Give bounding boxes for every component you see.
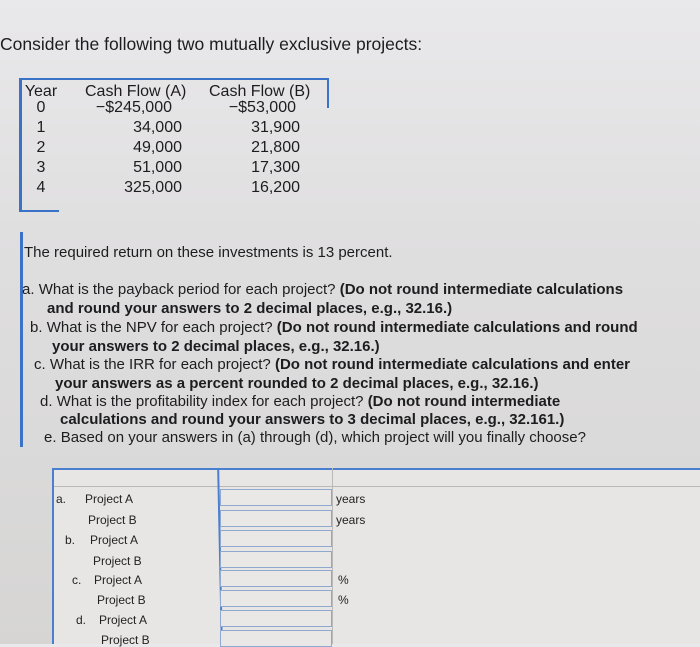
answer-row-label: Project B [93,554,142,568]
required-return-text: The required return on these investments is 13 percent. [24,244,393,261]
table-cell-cash-a: 34,000 [133,119,182,136]
grid-top-border [52,468,700,470]
question-b-line2 [52,338,380,357]
question-instruction-cont: calculations and round your answers to 3 decimal places, e.g., 32.161.) [60,411,565,428]
table-cell-cash-a: −$245,000 [95,99,172,116]
question-marker: d. [40,393,53,410]
answer-row-label: Project A [90,533,139,547]
question-c [34,356,630,375]
question-text: Based on your answers in (a) through (d), which project will you finally choose? [60,429,586,446]
question-a [22,281,623,300]
question-text: What is the payback period for each project? [38,281,336,298]
payback-project-b-input[interactable] [220,510,332,527]
question-instruction: (Do not round intermediate calculations and round [276,319,638,336]
grid-header-separator [54,486,700,487]
irr-project-a-input[interactable] [220,570,332,587]
answer-row-label: Project A [99,613,148,627]
table-cell-cash-b: 17,300 [251,159,300,176]
table-cell-cash-b: 16,200 [251,179,300,196]
question-instruction-cont: your answers to 2 decimal places, e.g., 32.16.) [52,338,380,355]
npv-project-b-input[interactable] [220,551,332,568]
question-marker: c. [34,356,46,373]
question-instruction-cont: your answers as a percent rounded to 2 decimal places, e.g., 32.16.) [55,375,539,392]
question-text: What is the NPV for each project? [46,319,273,336]
question-text: What is the profitability index for each project? [56,393,364,410]
question-a-line2 [47,300,452,319]
header-cash-flow-b: Cash Flow (B) [209,83,311,100]
question-marker: e. [44,429,57,446]
table-cell-cash-a: 49,000 [133,139,182,156]
table-frame-right [327,78,329,108]
table-cell-cash-b: −$53,000 [228,99,296,116]
table-frame-top [19,78,329,80]
question-d-line2 [60,411,564,430]
answer-part-label: c. [72,573,82,587]
answer-part-label: a. [56,492,67,506]
table-cell-year: 2 [36,139,46,156]
table-cell-year: 3 [36,159,46,176]
question-b [30,319,638,338]
question-text: What is the IRR for each project? [49,356,271,373]
table-frame-bottom [19,210,59,212]
question-instruction: (Do not round intermediate [367,393,561,410]
table-cell-cash-a: 51,000 [133,159,182,176]
text-frame-left [20,232,23,447]
answer-grid [52,468,700,647]
question-instruction-cont: and round your answers to 2 decimal places, e.g., 32.16.) [47,300,453,317]
question-instruction: (Do not round intermediate calculations [339,281,624,298]
header-cash-flow-a: Cash Flow (A) [85,83,187,100]
table-cell-year: 1 [36,119,46,136]
answer-row-label: Project A [94,573,143,587]
answer-row-label: Project B [97,593,146,607]
payback-project-a-input[interactable] [220,489,332,506]
table-cell-year: 0 [36,99,46,116]
question-e [44,429,586,448]
table-cell-cash-b: 31,900 [251,119,300,136]
answer-part-label: b. [65,533,76,547]
pi-project-a-input[interactable] [220,610,332,627]
table-cell-cash-b: 21,800 [251,139,300,156]
header-year: Year [24,83,58,100]
npv-project-a-input[interactable] [220,530,332,547]
answer-unit: % [338,573,349,587]
page-title: Consider the following two mutually exclusive projects: [0,34,423,54]
answer-row-label: Project B [101,633,150,647]
question-d [40,393,560,412]
answer-part-label: d. [76,613,87,627]
question-instruction: (Do not round intermediate calculations and enter [274,356,630,373]
question-marker: b. [30,319,43,336]
answer-row-label: Project B [88,513,137,527]
answer-row-label: Project A [85,492,134,506]
answer-unit: years [336,492,366,506]
table-frame-left [19,78,22,212]
question-marker: a. [22,281,35,298]
irr-project-b-input[interactable] [220,590,332,607]
table-cell-cash-a: 325,000 [124,179,182,196]
grid-column-divider-2 [332,468,333,644]
answer-unit: % [338,593,349,607]
cash-flow-table [0,78,330,212]
pi-project-b-input[interactable] [220,630,332,647]
answer-unit: years [336,513,366,527]
grid-left-border [52,468,54,644]
table-cell-year: 4 [36,179,46,196]
question-c-line2 [55,375,539,394]
